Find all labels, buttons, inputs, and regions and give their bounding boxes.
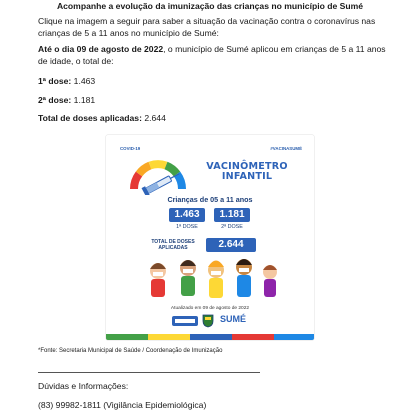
poster-dose1-label: 1ª DOSE [176, 224, 198, 230]
dose1-line [38, 76, 388, 88]
poster-dose1-value: 1.463 [169, 208, 205, 222]
dose2-value: 1.181 [73, 95, 96, 105]
contact-heading: Dúvidas e Informações: [38, 381, 129, 391]
poster-logo-text: SUMÉ [220, 314, 247, 324]
poster-title [192, 162, 302, 183]
source-footnote: *Fonte: Secretaria Municipal de Saúde / Coordenação de Imunização [38, 348, 223, 354]
color-stripe-footer [106, 334, 314, 340]
poster-subtitle: Crianças de 05 a 11 anos [167, 195, 253, 204]
contact-phone: (83) 99982-1811 (Vigilância Epidemiológica) [38, 400, 207, 410]
section-divider [38, 372, 260, 373]
gauge-syringe-icon [126, 153, 192, 195]
dose2-line [38, 95, 388, 107]
poster-tag-hashtag: #VACINASUMÉ [270, 146, 302, 151]
poster-total-label-line1: TOTAL DE DOSES [151, 239, 195, 245]
vacinometro-poster-image[interactable] [106, 135, 314, 340]
dose1-value: 1.463 [73, 76, 96, 86]
summary-paragraph [38, 44, 388, 67]
poster-dose2-value: 1.181 [214, 208, 250, 222]
total-line [38, 113, 388, 125]
dose1-label: 1ª dose: [38, 76, 72, 86]
children-illustration [136, 255, 286, 305]
summary-date: Até o dia 09 de agosto de 2022 [38, 44, 164, 54]
total-label: Total de doses aplicadas: [38, 113, 142, 123]
poster-total-label-line2: APLICADAS [158, 245, 188, 251]
poster-dose2-label: 2ª DOSE [221, 224, 243, 230]
poster-total-label [144, 239, 202, 251]
poster-title-line2: INFANTIL [221, 171, 273, 183]
poster-tag-covid: COVID-19 [120, 146, 141, 151]
poster-updated-date: Atualizado em 09 de agosto de 2022 [170, 306, 250, 311]
dose2-label: 2ª dose: [38, 95, 72, 105]
intro-paragraph: Clique na imagem a seguir para saber a situação da vacinação contra o coronavírus nas crianças de 5 a 11 anos no município de Sumé: [38, 16, 376, 38]
page-title: Acompanhe a evolução da imunização das crianças no município de Sumé [56, 1, 364, 11]
total-value: 2.644 [144, 113, 166, 123]
summary-text: , o município de Sumé aplicou em crianças de 5 a 11 anos de idade, o total de: [38, 44, 386, 66]
coat-of-arms-icon [202, 314, 214, 328]
poster-title-line1: VACINÔMETRO [206, 161, 288, 172]
city-logo-icon [172, 315, 198, 327]
poster-total-value: 2.644 [206, 238, 256, 252]
